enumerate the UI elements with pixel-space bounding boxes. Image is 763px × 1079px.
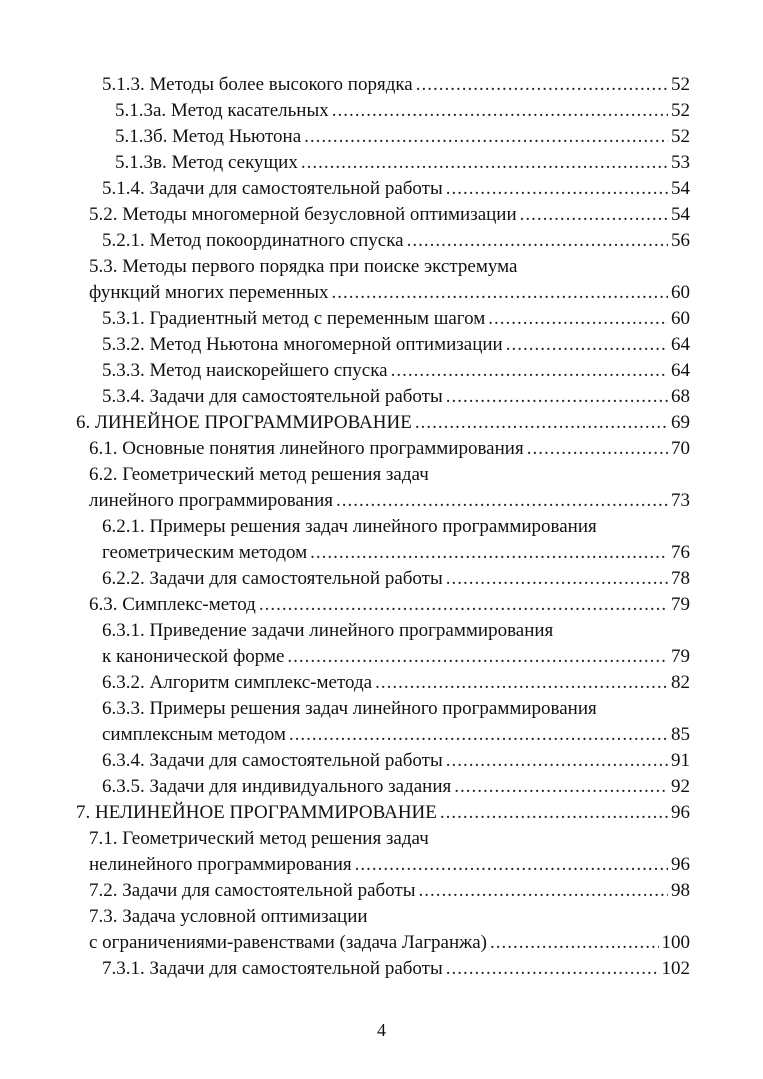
toc-entry	[0, 358, 690, 384]
toc-entry	[0, 228, 690, 254]
toc-entry	[0, 878, 690, 904]
toc-entry-title: 7. НЕЛИНЕЙНОЕ ПРОГРАММИРОВАНИЕ	[76, 802, 437, 823]
toc-entry-page: 73	[671, 490, 690, 511]
toc-entry-page: 52	[671, 126, 690, 147]
toc-entry	[0, 202, 690, 228]
toc-entry-title: 6.3. Симплекс-метод	[89, 594, 256, 615]
toc-entry-page: 85	[671, 724, 690, 745]
page-number: 4	[377, 1020, 386, 1040]
dot-leader	[415, 410, 668, 436]
toc-entry	[0, 410, 690, 436]
toc-entry-page: 70	[671, 438, 690, 459]
toc-entry-title: 5.1.3б. Метод Ньютона	[115, 126, 302, 147]
dot-leader	[407, 228, 668, 254]
toc-entry-title: 6.1. Основные понятия линейного программирования	[89, 438, 524, 459]
toc-entry	[0, 904, 690, 956]
dot-leader	[301, 150, 668, 176]
dot-leader	[527, 436, 668, 462]
toc-entry-page: 102	[661, 958, 690, 979]
toc-entry-page: 69	[671, 412, 690, 433]
toc-entry-page: 92	[671, 776, 690, 797]
toc-entry	[0, 592, 690, 618]
toc-entry-page: 54	[671, 204, 690, 225]
toc-entry-page: 64	[671, 360, 690, 381]
dot-leader	[391, 358, 668, 384]
toc-entry	[0, 150, 690, 176]
toc-entry-title: геометрическим методом	[102, 542, 308, 563]
dot-leader	[446, 384, 668, 410]
toc-entry-page: 76	[671, 542, 690, 563]
toc-entry	[0, 72, 690, 98]
dot-leader	[310, 540, 668, 566]
toc-entry-title: 6. ЛИНЕЙНОЕ ПРОГРАММИРОВАНИЕ	[76, 412, 412, 433]
toc-entry-title: линейного программирования	[89, 490, 333, 511]
toc-entry-title-line: 5.3. Методы первого порядка при поиске экстремума	[89, 256, 518, 277]
toc-entry-title: к канонической форме	[102, 646, 285, 667]
toc-entry	[0, 514, 690, 566]
toc-entry-title-line: 7.3. Задача условной оптимизации	[89, 906, 368, 927]
toc-entry-page: 56	[671, 230, 690, 251]
toc-entry-title-line: 6.2. Геометрический метод решения задач	[89, 464, 429, 485]
toc-entry-title: 6.3.2. Алгоритм симплекс-метода	[102, 672, 373, 693]
toc-entry-title: с ограничениями-равенствами (задача Лагранжа)	[89, 932, 487, 953]
toc-entry-title: 5.2. Методы многомерной безусловной оптимизации	[89, 204, 517, 225]
toc-entry-page: 96	[671, 802, 690, 823]
toc-entry	[0, 98, 690, 124]
toc-entry	[0, 670, 690, 696]
toc-entry-page: 52	[671, 100, 690, 121]
toc-entry-title: 7.2. Задачи для самостоятельной работы	[89, 880, 416, 901]
toc-entry-page: 78	[671, 568, 690, 589]
toc-entry-page: 52	[671, 74, 690, 95]
dot-leader	[419, 878, 669, 904]
dot-leader	[488, 306, 668, 332]
toc-entry-title: 5.3.4. Задачи для самостоятельной работы	[102, 386, 443, 407]
toc-entry-page: 96	[671, 854, 690, 875]
toc-entry-page: 82	[671, 672, 690, 693]
toc-entry-title-line: 6.2.1. Примеры решения задач линейного программирования	[102, 516, 597, 537]
dot-leader	[289, 722, 668, 748]
toc-entry-title: 6.3.4. Задачи для самостоятельной работы	[102, 750, 443, 771]
toc-entry-title: 5.1.3в. Метод секущих	[115, 152, 298, 173]
toc-entry-page: 60	[671, 282, 690, 303]
dot-leader	[446, 956, 659, 982]
toc-entry-title: 5.3.1. Градиентный метод с переменным шагом	[102, 308, 486, 329]
dot-leader	[454, 774, 668, 800]
toc-entry	[0, 176, 690, 202]
toc-entry-title: 5.2.1. Метод покоординатного спуска	[102, 230, 404, 251]
dot-leader	[416, 72, 668, 98]
toc-entry-title: 5.3.2. Метод Ньютона многомерной оптимизации	[102, 334, 503, 355]
toc-entry	[0, 124, 690, 150]
toc-entry	[0, 462, 690, 514]
toc-entry-page: 79	[671, 646, 690, 667]
dot-leader	[259, 592, 668, 618]
toc-entry-page: 91	[671, 750, 690, 771]
dot-leader	[520, 202, 668, 228]
toc-entry-title: 5.1.3а. Метод касательных	[115, 100, 329, 121]
dot-leader	[490, 930, 659, 956]
toc-entry-page: 54	[671, 178, 690, 199]
dot-leader	[446, 748, 668, 774]
toc-entry	[0, 618, 690, 670]
dot-leader	[287, 644, 668, 670]
dot-leader	[506, 332, 668, 358]
toc-entry-title: 7.3.1. Задачи для самостоятельной работы	[102, 958, 443, 979]
toc-entry	[0, 566, 690, 592]
toc-entry-page: 53	[671, 152, 690, 173]
toc-entry-title: 5.3.3. Метод наискорейшего спуска	[102, 360, 388, 381]
toc-entry-page: 79	[671, 594, 690, 615]
toc-entry	[0, 436, 690, 462]
dot-leader	[304, 124, 668, 150]
toc-entry-title: симплексным методом	[102, 724, 286, 745]
toc-entry-title-line: 6.3.3. Примеры решения задач линейного программирования	[102, 698, 597, 719]
toc-entry-page: 64	[671, 334, 690, 355]
dot-leader	[332, 98, 668, 124]
toc-entry-title: нелинейного программирования	[89, 854, 352, 875]
dot-leader	[446, 566, 668, 592]
toc-entry-title: 5.1.4. Задачи для самостоятельной работы	[102, 178, 443, 199]
dot-leader	[440, 800, 668, 826]
toc-entry-title-line: 7.1. Геометрический метод решения задач	[89, 828, 429, 849]
toc-entry-title: 6.2.2. Задачи для самостоятельной работы	[102, 568, 443, 589]
toc-entry-page: 60	[671, 308, 690, 329]
toc-entry	[0, 254, 690, 306]
toc-entry	[0, 826, 690, 878]
toc-entry-title-line: 6.3.1. Приведение задачи линейного программирования	[102, 620, 554, 641]
toc-entry-title: функций многих переменных	[89, 282, 329, 303]
toc-entry	[0, 384, 690, 410]
table-of-contents	[0, 72, 763, 982]
toc-entry	[0, 332, 690, 358]
toc-entry-page: 100	[661, 932, 690, 953]
toc-entry-page: 68	[671, 386, 690, 407]
toc-entry-title: 6.3.5. Задачи для индивидуального задания	[102, 776, 452, 797]
dot-leader	[446, 176, 668, 202]
dot-leader	[355, 852, 668, 878]
toc-entry	[0, 774, 690, 800]
dot-leader	[336, 488, 668, 514]
dot-leader	[375, 670, 668, 696]
dot-leader	[332, 280, 669, 306]
toc-entry	[0, 696, 690, 748]
toc-entry	[0, 956, 690, 982]
toc-entry-title: 5.1.3. Методы более высокого порядка	[102, 74, 413, 95]
toc-entry	[0, 800, 690, 826]
toc-entry	[0, 306, 690, 332]
toc-entry	[0, 748, 690, 774]
toc-entry-page: 98	[671, 880, 690, 901]
